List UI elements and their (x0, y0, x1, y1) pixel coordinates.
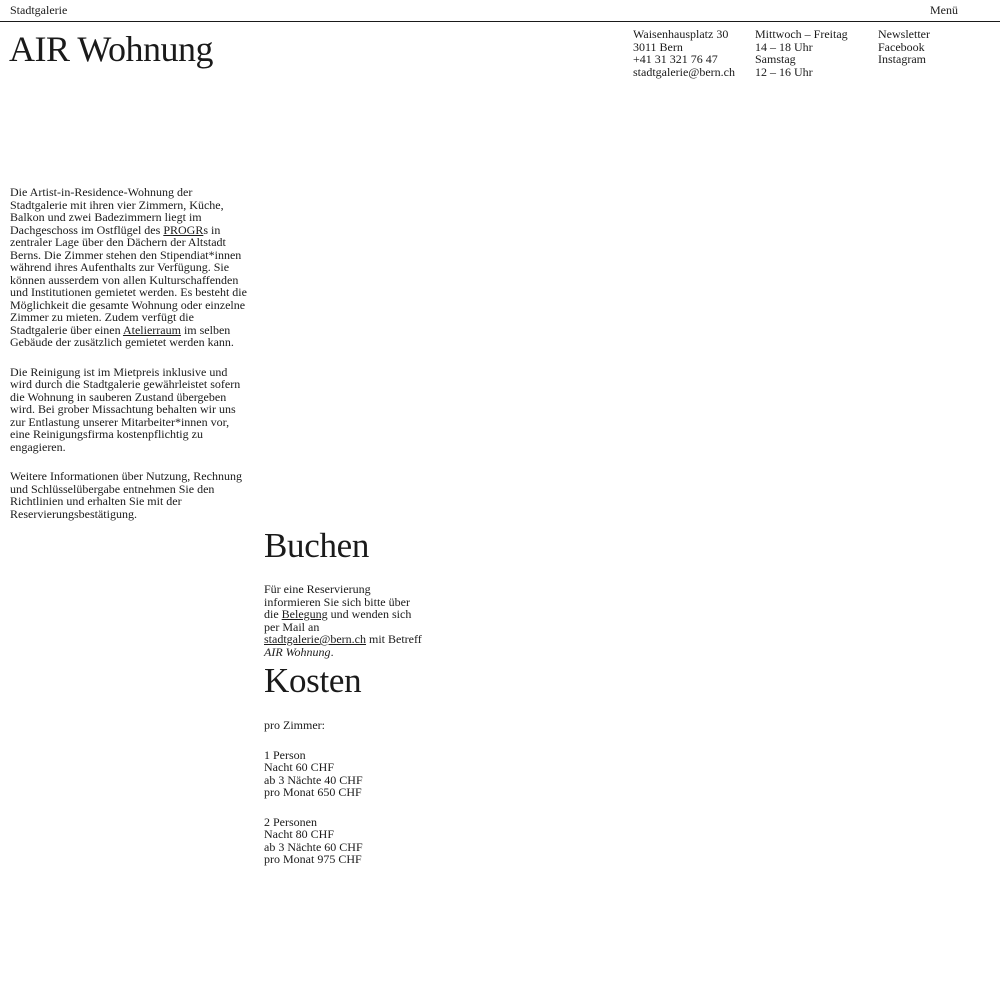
intro-text (10, 186, 250, 537)
hours-days-saturday: Samstag (755, 52, 796, 66)
cost-month: pro Monat 975 CHF (264, 852, 362, 866)
instagram-link[interactable]: Instagram (878, 52, 926, 66)
hours-time-saturday: 12 – 16 Uhr (755, 64, 813, 79)
intro-paragraph-1: Die Artist-in-Residence-Wohnung der Stadtgalerie mit ihren vier Zimmern, Küche, Balkon und zwei Badezimmern liegt im Dachgeschoss im Ostflügel des PROGRs in zentraler Lage über den Dächern der Altstadt Berns. Die Zimmer stehen den Stipendiat*innen während ihres Aufenthalts zur Verfügung. Sie können ausserdem von allen Kulturschaffenden und Institutionen gemietet werden. Es besteht die Möglichkeit die gesamte Wohnung oder einzelne Zimmer zu mieten. Zudem verfügt die Stadtgalerie über einen Atelierraum im selben Gebäude der zusätzlich gemietet werden kann. (10, 185, 247, 349)
cost-month: pro Monat 650 CHF (264, 785, 362, 799)
cost-option (264, 816, 464, 866)
belegung-link[interactable]: Belegung (281, 607, 328, 621)
opening-hours (755, 28, 848, 78)
address-city: 3011 Bern (633, 39, 683, 54)
cost-three-nights: ab 3 Nächte 40 CHF (264, 772, 363, 787)
costs-list (264, 719, 464, 883)
intro-paragraph-2: Die Reinigung ist im Mietpreis inklusive und wird durch die Stadtgalerie gewährleistet sofern die Wohnung in sauberen Zustand übergeben wird. Bei grober Missachtung behalten wir uns zur Entlastung unserer Mitarbeiter*innen vor, eine Reinigungsfirma kostenpflichtig zu engagieren. (10, 364, 241, 454)
intro-paragraph-3: Weitere Informationen über Nutzung, Rechnung und Schlüsselübergabe entnehmen Sie den Richtlinien und erhalten Sie mit der Reservierungsbestätigung. (10, 469, 242, 521)
progr-link[interactable]: PROGR (163, 222, 204, 237)
cost-night: Nacht 80 CHF (264, 827, 334, 841)
booking-heading: Buchen (264, 526, 370, 565)
social-links (878, 28, 930, 66)
newsletter-link[interactable]: Newsletter (878, 27, 930, 41)
home-link[interactable]: Stadtgalerie (10, 3, 68, 17)
cost-three-nights: ab 3 Nächte 60 CHF (264, 839, 363, 854)
page-title: AIR Wohnung (9, 29, 213, 69)
hours-time-weekday: 14 – 18 Uhr (755, 39, 813, 54)
booking-subject: AIR Wohnung (264, 644, 331, 659)
booking-text: Für eine Reservierung informieren Sie sich bitte über die Belegung und wenden sich per Mail an stadtgalerie@bern.ch mit Betreff AIR Wohnung. (264, 582, 422, 659)
hours-days-weekday: Mittwoch – Freitag (755, 27, 848, 41)
cost-option (264, 749, 464, 799)
address-street: Waisenhausplatz 30 (633, 27, 729, 41)
menu-button[interactable]: Menü (930, 3, 958, 17)
costs-per-room-label: pro Zimmer: (264, 718, 325, 732)
cost-option-label: 1 Person (264, 747, 306, 762)
atelierraum-link[interactable]: Atelierraum (122, 322, 181, 337)
cost-option-label: 2 Personen (264, 814, 317, 829)
cost-night: Nacht 60 CHF (264, 760, 334, 774)
costs-heading: Kosten (264, 661, 362, 700)
phone-link[interactable]: +41 31 321 76 47 (633, 52, 718, 66)
email-link[interactable]: stadtgalerie@bern.ch (633, 64, 736, 79)
address-block (633, 28, 735, 78)
booking-email-link[interactable]: stadtgalerie@bern.ch (264, 632, 367, 646)
facebook-link[interactable]: Facebook (878, 39, 925, 54)
top-bar (0, 0, 1000, 22)
